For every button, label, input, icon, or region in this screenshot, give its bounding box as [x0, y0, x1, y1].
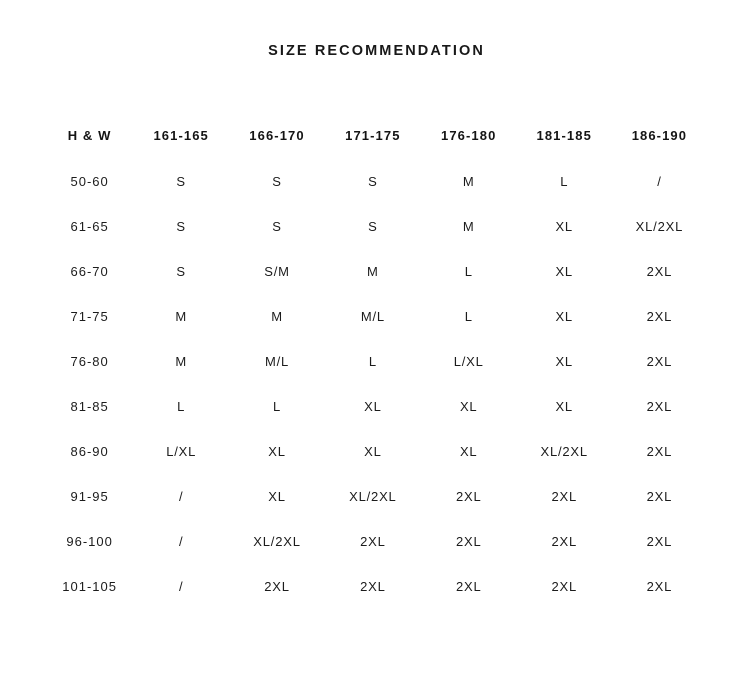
size-cell: XL [268, 489, 286, 504]
size-cell: 2XL [551, 579, 577, 594]
size-cell: 2XL [360, 579, 386, 594]
size-cell: 2XL [646, 264, 673, 279]
size-chart-page [0, 43, 753, 692]
size-cell: / [178, 489, 184, 504]
size-cell: M [462, 219, 475, 234]
size-cell: M [175, 354, 187, 369]
size-cell: L [368, 354, 377, 369]
size-cell: XL/2XL [253, 534, 301, 549]
row-header-weight: 101-105 [62, 579, 117, 594]
table-row [46, 474, 707, 519]
size-cell: 2XL [551, 489, 577, 504]
table-header [46, 111, 707, 159]
size-cell: XL [555, 309, 573, 324]
size-cell: XL [459, 399, 478, 414]
table-row [46, 204, 707, 249]
table-row [46, 339, 707, 384]
row-header-weight: 96-100 [66, 534, 113, 549]
size-cell: L/XL [166, 444, 197, 459]
size-cell: 2XL [646, 489, 673, 504]
column-header-166-170: 166-170 [249, 127, 305, 143]
size-cell: XL [555, 219, 573, 234]
row-header-weight: 81-85 [70, 399, 109, 414]
row-header-weight: 71-75 [70, 309, 109, 324]
size-cell: M [462, 174, 475, 189]
page-title: SIZE RECOMMENDATION [268, 43, 485, 59]
size-cell: 2XL [455, 534, 482, 549]
size-cell: XL [364, 444, 382, 459]
size-cell: S [272, 219, 282, 234]
size-cell: 2XL [646, 579, 673, 594]
size-cell: 2XL [360, 534, 386, 549]
size-cell: 2XL [455, 489, 482, 504]
size-cell: L/XL [453, 354, 484, 369]
size-cell: L [560, 174, 569, 189]
row-header-weight: 91-95 [70, 489, 109, 504]
size-cell: XL/2XL [349, 489, 397, 504]
size-cell: M [175, 309, 187, 324]
row-header-weight: 50-60 [70, 174, 109, 189]
size-cell: 2XL [455, 579, 482, 594]
table-row [46, 429, 707, 474]
size-cell: 2XL [551, 534, 577, 549]
size-cell: XL [555, 354, 573, 369]
size-cell: L [273, 399, 282, 414]
table-row [46, 249, 707, 294]
column-header-186-190: 186-190 [631, 127, 688, 143]
table-row [46, 159, 707, 204]
size-cell: 2XL [646, 354, 673, 369]
size-cell: / [178, 534, 184, 549]
size-cell: S [176, 174, 186, 189]
size-cell: S [368, 174, 378, 189]
size-cell: L [464, 309, 473, 324]
column-header-181-185: 181-185 [536, 127, 592, 143]
size-cell: / [657, 174, 662, 189]
size-cell: M [367, 264, 379, 279]
size-cell: XL/2XL [540, 444, 588, 459]
row-header-weight: 61-65 [70, 219, 109, 234]
column-header-161-165: 161-165 [153, 127, 209, 143]
size-cell: S/M [264, 264, 290, 279]
size-cell: 2XL [646, 309, 673, 324]
size-cell: XL/2XL [635, 219, 684, 234]
size-cell: XL [555, 399, 573, 414]
size-cell: 2XL [646, 444, 673, 459]
size-cell: XL [268, 444, 286, 459]
size-cell: XL [364, 399, 382, 414]
size-cell: 2XL [646, 534, 673, 549]
table-row [46, 384, 707, 429]
size-cell: M [271, 309, 283, 324]
size-cell: M/L [264, 354, 290, 369]
size-cell: 2XL [646, 399, 673, 414]
table-row [46, 519, 707, 564]
table-body [46, 159, 707, 609]
size-cell: XL [555, 264, 573, 279]
size-cell: M/L [360, 309, 385, 324]
column-header-height-weight: H & W [67, 127, 112, 143]
row-header-weight: 76-80 [70, 354, 109, 369]
size-cell: L [177, 399, 186, 414]
size-cell: S [272, 174, 282, 189]
size-cell: / [178, 579, 184, 594]
size-cell: XL [459, 444, 478, 459]
row-header-weight: 86-90 [70, 444, 109, 459]
table-header-row [46, 111, 707, 159]
column-header-171-175: 171-175 [345, 127, 401, 143]
size-cell: S [368, 219, 378, 234]
size-cell: L [464, 264, 473, 279]
table-row [46, 294, 707, 339]
size-cell: S [176, 219, 186, 234]
size-recommendation-table [46, 111, 707, 609]
table-row [46, 564, 707, 609]
size-cell: 2XL [264, 579, 290, 594]
size-table-container [0, 111, 753, 609]
column-header-176-180: 176-180 [440, 127, 497, 143]
size-cell: S [176, 264, 186, 279]
row-header-weight: 66-70 [70, 264, 109, 279]
